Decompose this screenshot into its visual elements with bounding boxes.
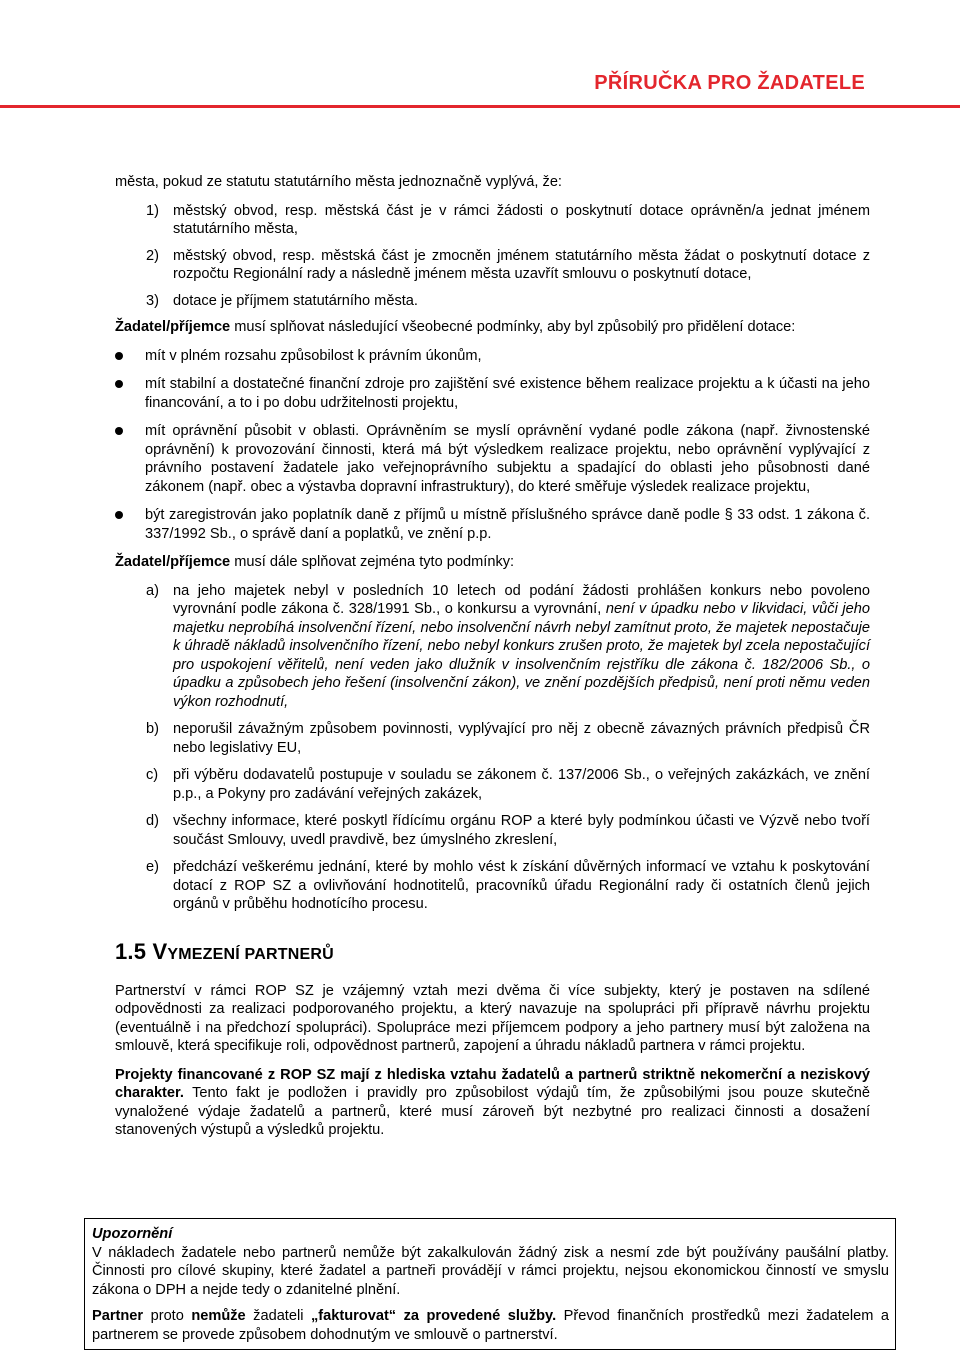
- section-heading: [115, 939, 870, 968]
- further-conditions-intro: [115, 553, 870, 572]
- notice-text-fragment: žadateli: [245, 1308, 311, 1324]
- bullet-text: být zaregistrován jako poplatník daně z příjmů u místně příslušného správce daně podle § 33 odst. 1 zákona č. 337/1992 Sb., o správě daní a poplatků, ve znění p.p.: [145, 507, 870, 542]
- bullet-item: [115, 506, 870, 543]
- list-item-text: předchází veškerému jednání, které by mohlo vést k získání důvěrných informací ve vztahu k poskytování dotací z ROP SZ a ovlivňování hodnotitelů, pracovníků úřadu Regionální rady či ostatních členů jejich orgánů v průběhu hodnotícího procesu.: [173, 859, 870, 912]
- list-marker: 1): [146, 202, 159, 219]
- notice-bold-cannot: nemůže: [191, 1308, 246, 1324]
- notice-text-fragment: proto: [143, 1308, 192, 1324]
- intro-text: města, pokud ze statutu statutárního města jednoznačně vyplývá, že:: [115, 174, 562, 190]
- list-item-text: dotace je příjmem statutárního města.: [173, 292, 418, 309]
- list-item: [115, 812, 870, 849]
- bullet-dot-icon: [115, 506, 145, 543]
- bullet-item: [115, 347, 870, 366]
- list-item: [115, 766, 870, 803]
- bullet-text: mít oprávnění působit v oblasti. Oprávněním se myslí oprávnění vydané podle zákona (např. živnostenské oprávnění) k provozování činnosti, která má být výsledkem realizace projektu, nebo oprávnění vyplývající z právního postavení žadatele jako veřejnoprávního subjektu a spadající do oblasti jeho působnosti dané zákonem (např. obec a výstavba dopravní infrastruktury), do které směřuje výsledek realizace projektu,: [145, 423, 870, 495]
- section-title-rest: YMEZENÍ PARTNERŮ: [167, 945, 334, 963]
- list-item: [115, 582, 870, 712]
- conditions-intro-text: musí splňovat následující všeobecné podmínky, aby byl způsobilý pro přidělení dotace:: [230, 319, 796, 335]
- list-item: [115, 292, 870, 311]
- header-divider: [0, 105, 960, 108]
- section-number: 1.5: [115, 938, 147, 964]
- bullet-dot-icon: [115, 347, 145, 366]
- list-item: [115, 720, 870, 757]
- list-marker: c): [146, 767, 159, 783]
- nonprofit-paragraph: [115, 1066, 870, 1140]
- list-item-text: [173, 582, 870, 712]
- lettered-list: [115, 582, 870, 914]
- partnership-paragraph: Partnerství v rámci ROP SZ je vzájemný vztah mezi dvěma či více subjekty, který je postaven na sdílené odpovědnosti za realizaci podporovaného projektu, a který navazuje na spolupráci při přípravě návrhu projektu (eventuálně i na předchozí spolupráci). Spolupráce mezi příjemcem podpory a jeho partnery musí být založena na smlouvě, která specifikuje roli, odpovědnost partnerů, zapojení a úhradu nákladů partnera v rámci projektu.: [115, 982, 870, 1054]
- list-marker: d): [146, 813, 159, 829]
- further-intro-text: musí dále splňovat zejména tyto podmínky:: [230, 554, 515, 570]
- item-a-text: na jeho majetek nebyl v posledních 10 letech od podání žádosti prohlášen konkurs nebo povoleno vyrovnání podle zákona č. 328/1991 Sb., o konkursu a vyrovnání,: [173, 582, 870, 617]
- notice-bold-partner: Partner: [92, 1308, 144, 1324]
- bullet-text: mít v plném rozsahu způsobilost k právním úkonům,: [145, 347, 482, 364]
- notice-text-rest: Převod finančních prostředků mezi žadatelem a partnerem se provede způsobem dohodnutým ve smlouvě o partnerství.: [92, 1308, 889, 1343]
- bullet-dot-icon: [115, 375, 145, 412]
- notice-bold-invoice: „fakturovat“ za provedené služby.: [310, 1308, 557, 1324]
- list-item: [115, 247, 870, 284]
- list-item-text: městský obvod, resp. městská část je zmocněn jménem statutárního města žádat o poskytnutí dotace z rozpočtu Regionální rady a následně jménem města uzavřít smlouvu o poskytnutí dotace,: [173, 247, 870, 282]
- section-title-initial: V: [152, 938, 168, 964]
- notice-text: V nákladech žadatele nebo partnerů nemůže být zakalkulován žádný zisk a nesmí zde být používány paušální platby. Činnosti pro cílové skupiny, které žadatel a partneři provádějí v rámci projektu, nejsou ekonomickou činností ve smyslu zákona o DPH a nejde tedy o zdanitelné plnění.: [92, 1244, 889, 1298]
- bullet-item: [115, 422, 870, 496]
- notice-title: Upozornění: [92, 1226, 173, 1242]
- list-item-text: městský obvod, resp. městská část je v rámci žádosti o poskytnutí dotace oprávněn/a jednat jménem statutárního města,: [173, 202, 870, 237]
- nonprofit-text: Tento fakt je podložen i pravidly pro způsobilost výdajů tím, že způsobilými jsou pouze skutečně vynaložené výdaje žadatelů a partnerů, které musí zároveň být nezbytné pro realizaci činnosti a dosažení stanovených výstupů a výsledků projektu.: [115, 1085, 870, 1138]
- conditions-intro-bold: Žadatel/příjemce: [115, 319, 231, 335]
- document-body: [115, 173, 870, 1140]
- bullet-item: [115, 375, 870, 412]
- list-marker: b): [146, 721, 159, 737]
- further-intro-bold: Žadatel/příjemce: [115, 554, 231, 570]
- numbered-list: [115, 202, 870, 311]
- bullet-list: [115, 347, 870, 544]
- nonprofit-bold: Projekty financované z ROP SZ mají z hlediska vztahu žadatelů a partnerů striktně nekomerční a neziskový charakter.: [115, 1066, 870, 1101]
- document-header-title: PŘÍRUČKA PRO ŽADATELE: [594, 72, 865, 94]
- bullet-dot-icon: [115, 422, 145, 496]
- item-a-italic-text: není v úpadku nebo v likvidaci, vůči jeho majetku neprobíhá insolvenční řízení, nebo insolvenční návrh nebyl zamítnut proto, že majetek nepostačuje k úhradě nákladů insolvenčního řízení, nebo nebyl konkurs zrušen proto, že majetek byl zcela nepostačující pro uspokojení věřitelů, není veden jako dlužník v insolvenčním rejstříku dle zákona č. 182/2006 Sb., o úpadku a způsobech jeho řešení (insolvenční zákon), ve znění pozdějších předpisů, není proti němu veden výkon rozhodnutí,: [173, 601, 870, 710]
- list-item: [115, 858, 870, 914]
- list-marker: e): [146, 859, 159, 875]
- list-marker: 3): [146, 292, 159, 309]
- notice-box: [84, 1218, 896, 1350]
- conditions-intro: [115, 318, 870, 337]
- notice-partner-text: [92, 1307, 889, 1344]
- list-item: [115, 202, 870, 239]
- list-item-text: při výběru dodavatelů postupuje v souladu se zákonem č. 137/2006 Sb., o veřejných zakázkách, ve znění p.p., a Pokyny pro zadávání veřejných zakázek,: [173, 767, 870, 802]
- list-item-text: všechny informace, které poskytl řídícímu orgánu ROP a které byly podmínkou účasti ve Výzvě nebo tvoří součást Smlouvy, uvedl pravdivě, bez úmyslného zkreslení,: [173, 813, 870, 848]
- bullet-text: mít stabilní a dostatečné finanční zdroje pro zajištění své existence během realizace projektu a k účasti na jeho financování, a to i po dobu udržitelnosti projektu,: [145, 376, 870, 411]
- list-item-text: neporušil závažným způsobem povinnosti, vyplývající pro něj z obecně závazných právních předpisů ČR nebo legislativy EU,: [173, 721, 870, 756]
- list-marker: a): [146, 582, 159, 599]
- list-marker: 2): [146, 247, 159, 264]
